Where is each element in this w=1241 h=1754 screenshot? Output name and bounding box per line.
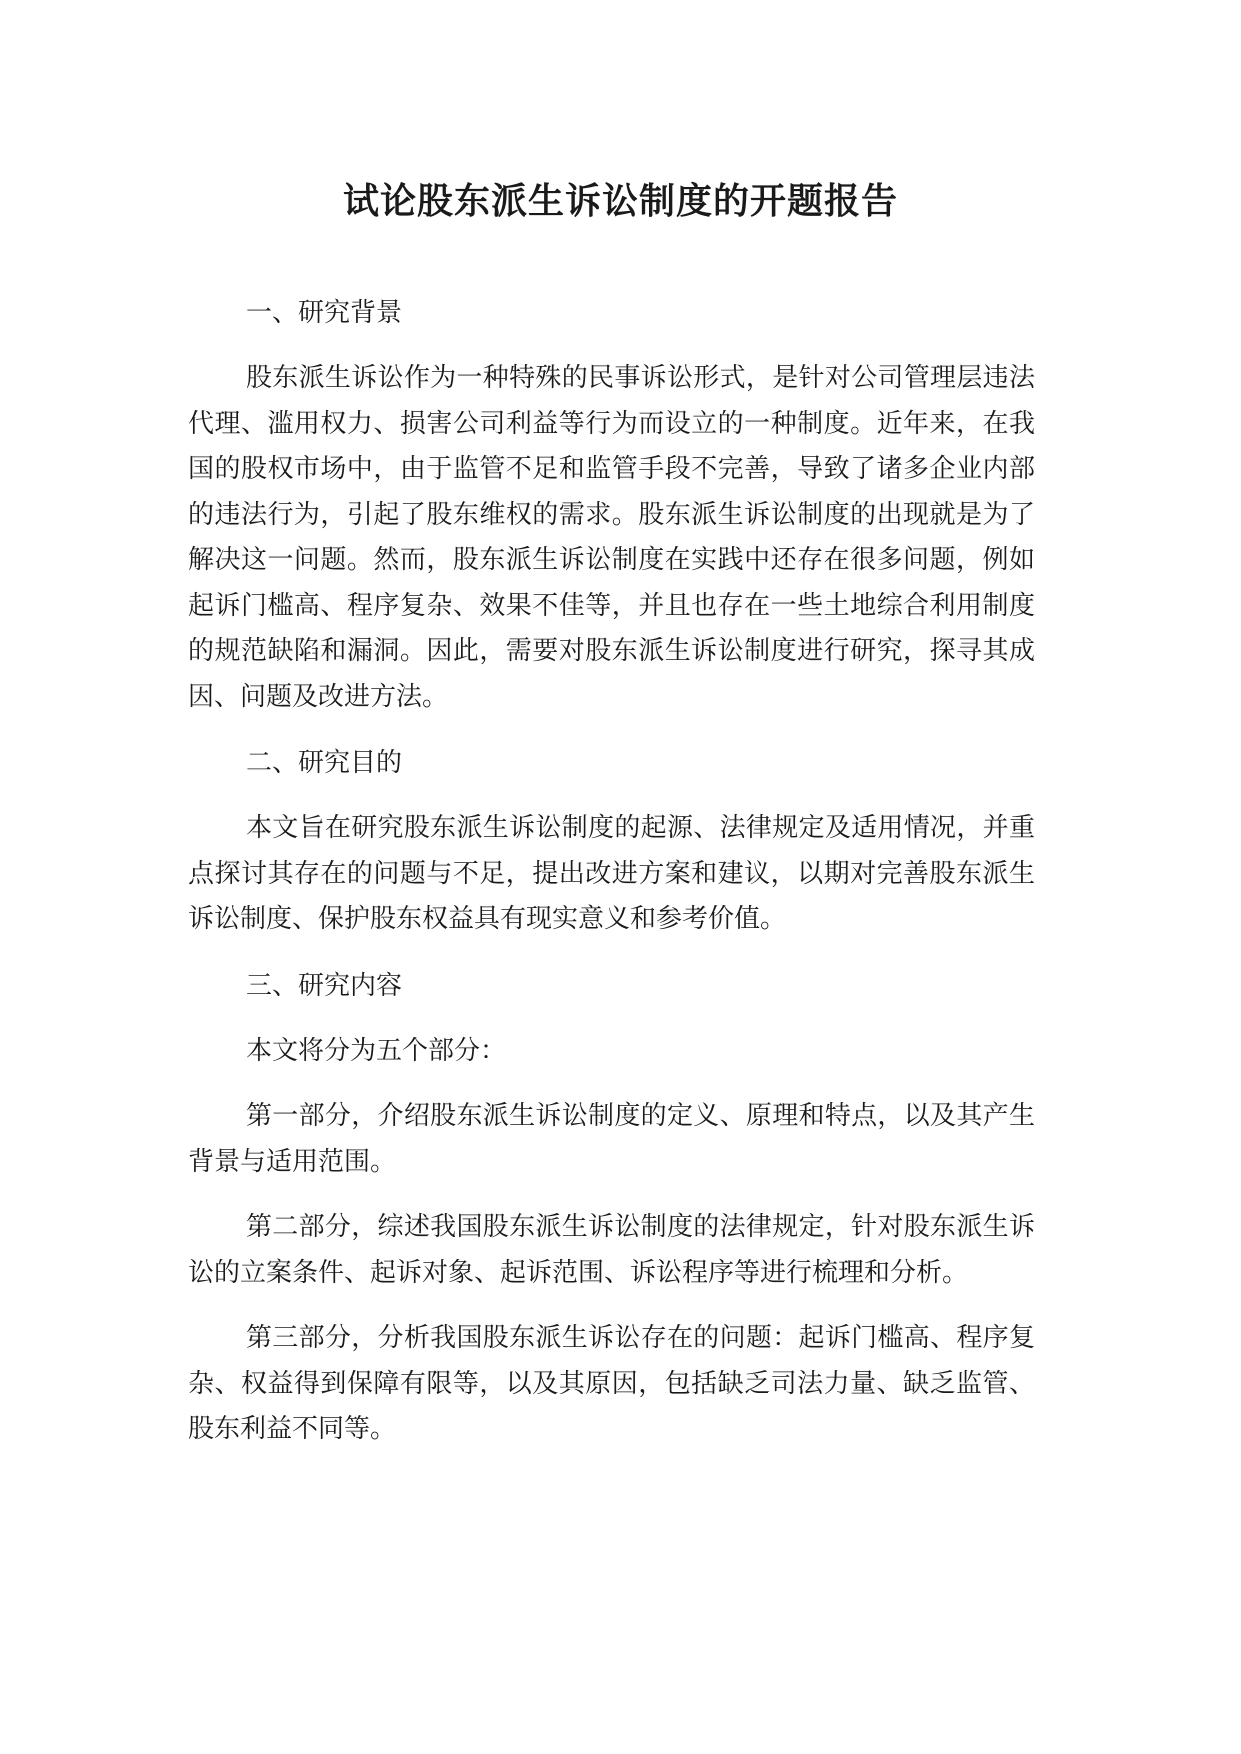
section-heading-content: 三、研究内容 [246, 970, 403, 1001]
paragraph-content-intro: 本文将分为五个部分： [246, 1035, 507, 1066]
section-heading-background: 一、研究背景 [246, 298, 403, 328]
paragraph-part-two: 第二部分，综述我国股东派生诉讼制度的法律规定，针对股东派生诉讼的立案条件、起诉对象、起诉范围、诉讼程序等进行梳理和分析。 [188, 1212, 1035, 1288]
document-body [188, 290, 1035, 1473]
section-heading-purpose: 二、研究目的 [246, 748, 403, 778]
paragraph-background: 股东派生诉讼作为一种特殊的民事诉讼形式，是针对公司管理层违法代理、滥用权力、损害公司利益等行为而设立的一种制度。近年来，在我国的股权市场中，由于监管不足和监管手段不完善，导致了诸多企业内部的违法行为，引起了股东维权的需求。股东派生诉讼制度的出现就是为了解决这一问题。然而，股东派生诉讼制度在实践中还存在很多问题，例如起诉门槛高、程序复杂、效果不佳等，并且也存在一些土地综合利用制度的规范缺陷和漏洞。因此，需要对股东派生诉讼制度进行研究，探寻其成因、问题及改进方法。 [188, 363, 1035, 712]
paragraph-part-three: 第三部分，分析我国股东派生诉讼存在的问题：起诉门槛高、程序复杂、权益得到保障有限等，以及其原因，包括缺乏司法力量、缺乏监管、股东利益不同等。 [188, 1323, 1035, 1444]
document-title: 试论股东派生诉讼制度的开题报告 [342, 181, 898, 222]
paragraph-part-one: 第一部分，介绍股东派生诉讼制度的定义、原理和特点，以及其产生背景与适用范围。 [188, 1101, 1035, 1177]
paragraph-purpose: 本文旨在研究股东派生诉讼制度的起源、法律规定及适用情况，并重点探讨其存在的问题与不足，提出改进方案和建议，以期对完善股东派生诉讼制度、保护股东权益具有现实意义和参考价值。 [188, 813, 1035, 934]
